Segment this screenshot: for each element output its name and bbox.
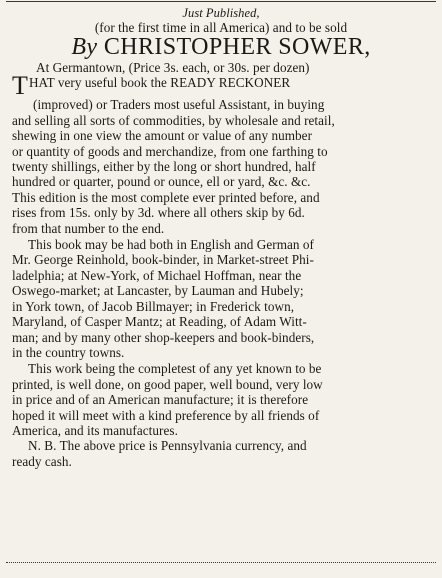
paragraph-line: man; and by many other shop-keepers and book-binders, xyxy=(12,329,315,345)
paragraph-line: This book may be had both in English and German of xyxy=(28,237,314,253)
paragraph-line: hoped it will meet with a kind preference by all friends of xyxy=(12,407,320,423)
ad-heading: Just Published, xyxy=(182,6,260,20)
paragraph-line: HAT very useful book the READY RECKONER xyxy=(28,75,291,91)
paragraph-nota-bene xyxy=(12,438,430,469)
bottom-rule xyxy=(6,562,436,563)
paragraph-line: printed, is well done, on good paper, well bound, very low xyxy=(12,376,323,392)
publisher-byline xyxy=(12,34,430,60)
paragraph-line: rises from 15s. only by 3d. where all others skip by 6d. xyxy=(12,205,305,221)
paragraph-line: N. B. The above price is Pennsylvania currency, and xyxy=(28,438,307,454)
paragraph-line: This work being the completest of any yet known to be xyxy=(28,361,322,377)
paragraph-line: twenty shillings, either by the long or short hundred, half xyxy=(12,159,316,175)
by-word: By xyxy=(71,34,98,61)
paragraph-first-line xyxy=(12,71,430,101)
paragraph-line: in price and of an American manufacture; it is therefore xyxy=(12,392,309,408)
paragraph-line: (improved) or Traders most useful Assistant, in buying xyxy=(33,97,325,113)
publisher-name: CHRISTOPHER SOWER, xyxy=(103,34,371,61)
paragraph-line: Mr. George Reinhold, book-binder, in Market-street Phi- xyxy=(12,252,314,268)
paragraph-line: Oswego-market; at Lancaster, by Lauman and Hubely; xyxy=(12,283,304,299)
paragraph-line: shewing in one view the amount or value of any number xyxy=(12,128,313,144)
paragraph-sellers xyxy=(12,237,430,360)
paragraph-quality xyxy=(12,361,430,438)
drop-cap: T xyxy=(12,71,28,101)
paragraph-line: ready cash. xyxy=(12,453,72,469)
paragraph-line: Maryland, of Casper Mantz; at Reading, of Adam Witt- xyxy=(12,314,307,330)
paragraph-line: America, and its manufactures. xyxy=(12,422,178,438)
paragraph-ready-reckoner xyxy=(12,71,430,236)
ad-subheading: (for the first time in all America) and to be sold xyxy=(94,20,348,35)
paragraph-line: This edition is the most complete ever printed before, and xyxy=(12,189,320,205)
paragraph-line: in York town, of Jacob Billmayer; in Frederick town, xyxy=(12,298,295,314)
publisher-location: At Germantown, (Price 3s. each, or 30s. per dozen) xyxy=(36,60,310,76)
paragraph-line: or quantity of goods and merchandize, from one farthing to xyxy=(12,143,328,159)
paragraph-line: ladelphia; at New-York, of Michael Hoffman, near the xyxy=(12,267,302,283)
paragraph-line: and selling all sorts of commodities, by wholesale and retail, xyxy=(12,112,335,128)
paragraph-line: in the country towns. xyxy=(12,344,125,360)
paragraph-line: hundred or quarter, pound or ounce, ell or yard, &c. &c. xyxy=(12,174,311,190)
top-rule xyxy=(6,1,436,2)
paragraph-line: from that number to the end. xyxy=(12,220,165,236)
